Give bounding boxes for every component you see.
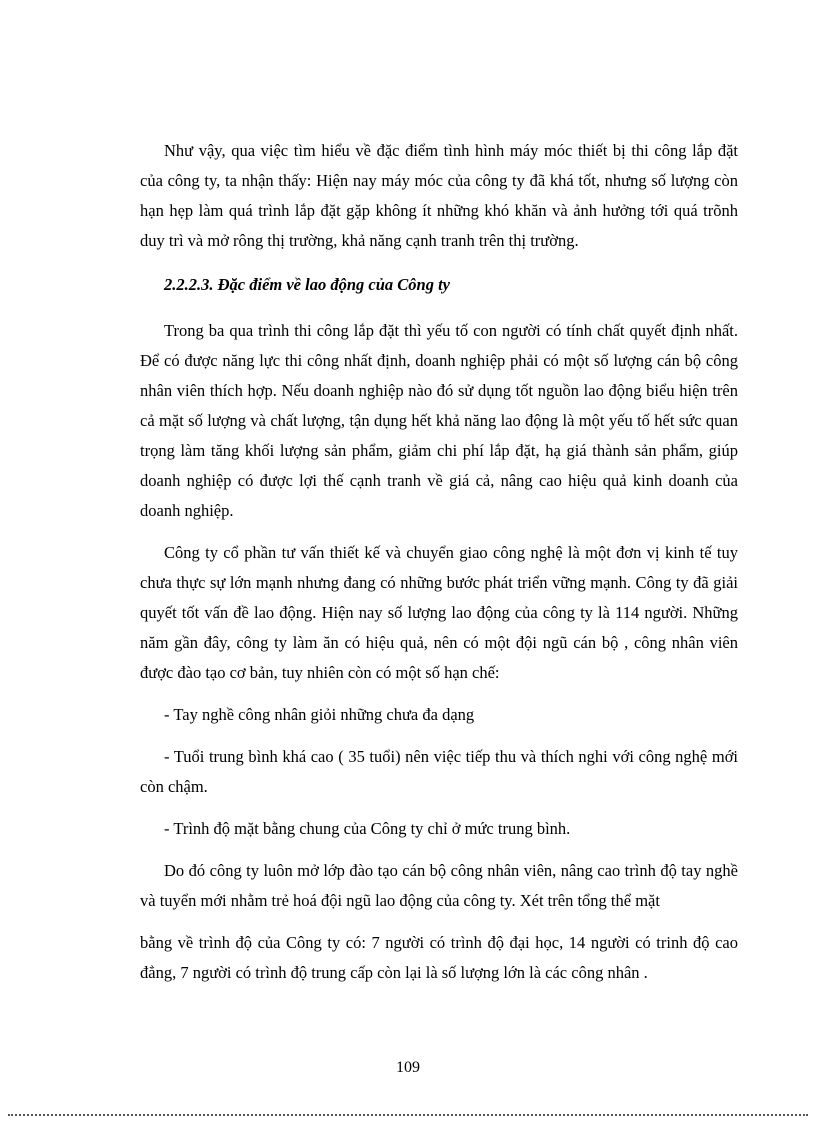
paragraph-qualification-breakdown: bằng về trình độ của Công ty có: 7 người có trình độ đại học, 14 người có trinh độ cao đẳng, 7 người có trình độ trung cấp còn lại là số lượng lớn là các công nhân .	[140, 933, 738, 982]
paragraph-company-labor-status: Công ty cổ phần tư vấn thiết kế và chuyển giao công nghệ là một đơn vị kinh tế tuy chưa thực sự lớn mạnh nhưng đang có những bước phát triển vững mạnh. Công ty đã giải quyết tốt vấn đề lao động. Hiện nay số lượng lao động của công ty là 114 người. Những năm gần đây, công ty làm ăn có hiệu quả, nên có một đội ngũ cán bộ , công nhân viên được đào tạo cơ bản, tuy nhiên còn có một số hạn chế:	[140, 543, 738, 682]
bullet-worker-skill: - Tay nghề công nhân giỏi những chưa đa dạng	[164, 705, 475, 724]
footer-dotted-line	[8, 1114, 808, 1116]
paragraph-machinery-summary: Như vậy, qua việc tìm hiểu về đặc điểm tình hình máy móc thiết bị thi công lắp đặt của công ty, ta nhận thấy: Hiện nay máy móc của công ty đã khá tốt, nhưng số lượng còn hạn hẹp làm quá trình lắp đặt gặp không ít những khó khăn và ảnh hưởng tới quá trõnh duy trì và mở rông thị trường, khả năng cạnh tranh trên thị trường.	[140, 141, 738, 250]
page-content	[140, 136, 738, 1000]
page-number: 109	[396, 1059, 420, 1076]
paragraph-training-policy: Do đó công ty luôn mở lớp đào tạo cán bộ công nhân viên, nâng cao trình độ tay nghề và tuyển mới nhằm trẻ hoá đội ngũ lao động của công ty. Xét trên tổng thể mặt	[140, 861, 738, 910]
paragraph-labor-importance: Trong ba qua trình thi công lắp đặt thì yếu tố con người có tính chất quyết định nhất. Để có được năng lực thi công nhất định, doanh nghiệp phải có một số lượng cán bộ công nhân viên thích hợp. Nếu doanh nghiệp nào đó sử dụng tốt nguồn lao động biểu hiện trên cả mặt số lượng và chất lượng, tận dụng hết khả năng lao động là một yếu tố hết sức quan trọng làm tăng khối lượng sản phẩm, giảm chi phí lắp đặt, hạ giá thành sản phẩm, giúp doanh nghiệp có được lợi thế cạnh tranh về giá cả, nâng cao hiệu quả kinh doanh của doanh nghiệp.	[140, 321, 738, 520]
section-heading: 2.2.2.3. Đặc điểm về lao động của Công ty	[164, 275, 450, 294]
bullet-average-age: - Tuổi trung bình khá cao ( 35 tuổi) nên việc tiếp thu và thích nghi với công nghệ mới còn chậm.	[140, 747, 738, 796]
bullet-qualification-level: - Trình độ mặt bằng chung của Công ty chỉ ở mức trung bình.	[164, 819, 571, 838]
